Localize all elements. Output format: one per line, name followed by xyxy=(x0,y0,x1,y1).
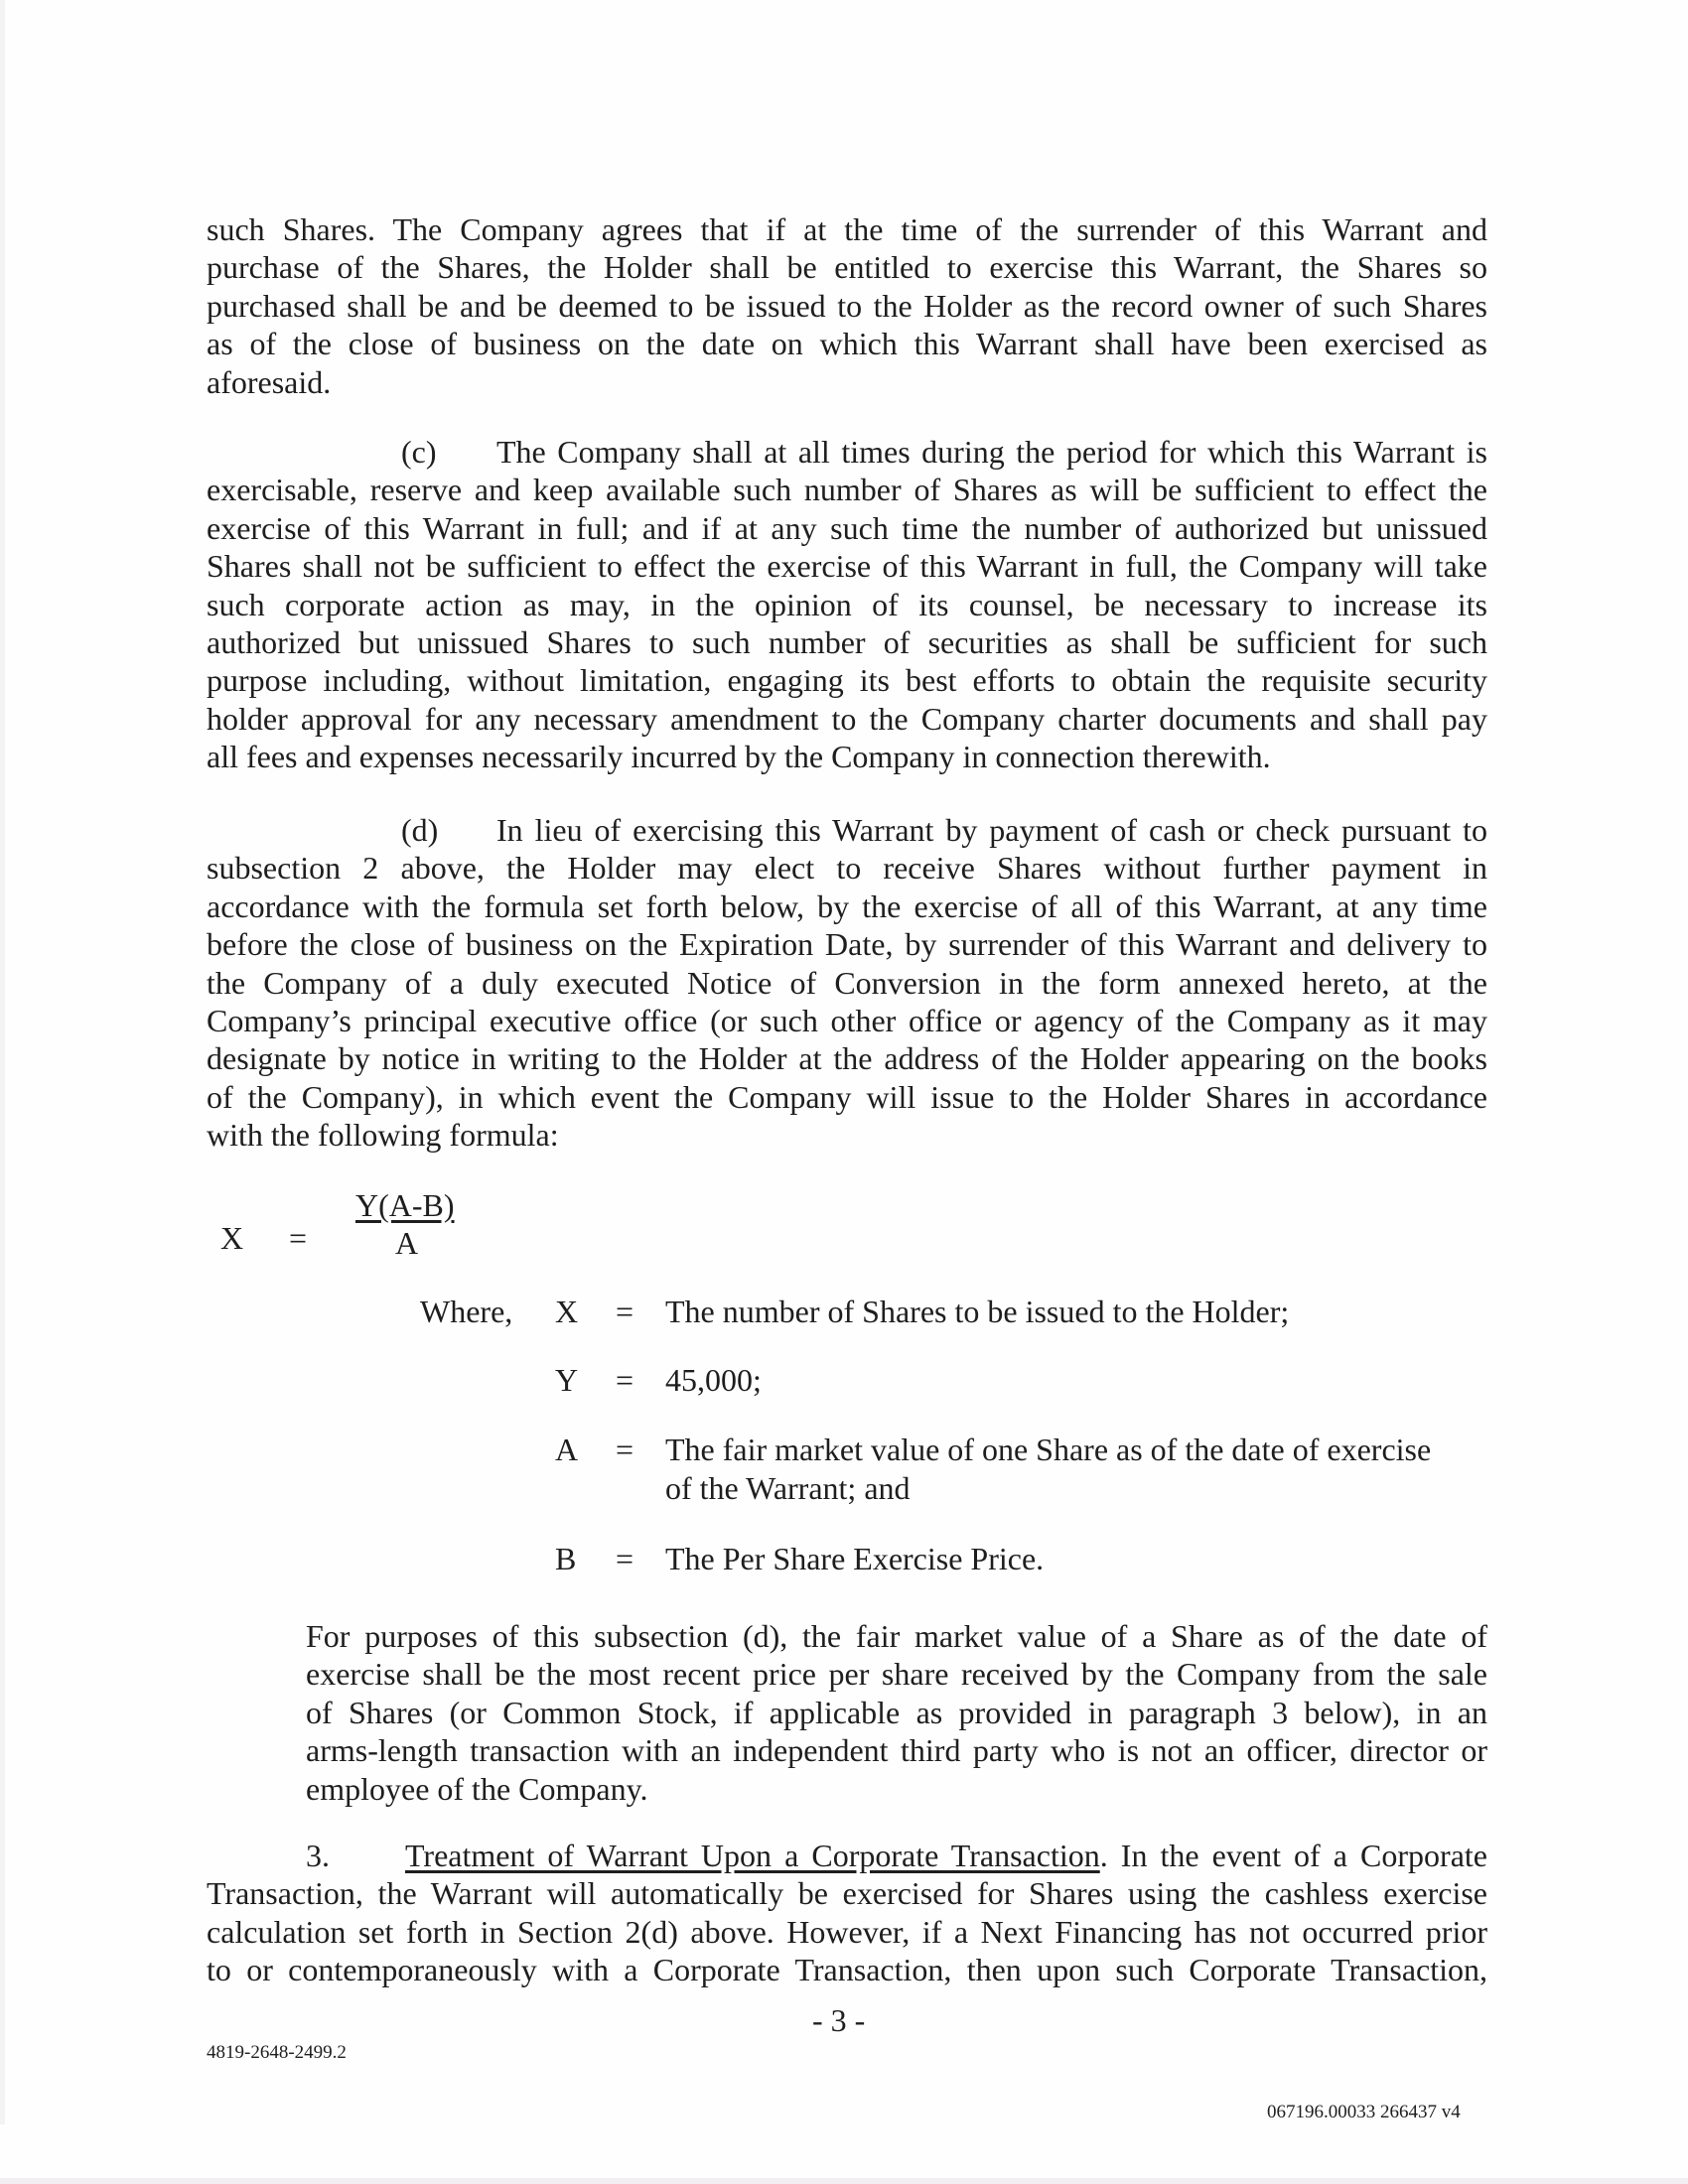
def-var-x: X xyxy=(555,1294,579,1329)
def-text-x: The number of Shares to be issued to the Holder; xyxy=(665,1294,1290,1329)
text-line: Company’s principal executive office (or such other office or agency of the Company as it may xyxy=(207,1002,1487,1038)
subsection-d xyxy=(207,811,1487,1155)
def-text-a: The fair market value of one Share as of the date of exercise xyxy=(665,1432,1432,1467)
formula-numerator: Y(A-B) xyxy=(355,1187,455,1223)
formula-lhs: X xyxy=(220,1220,244,1256)
text-line: exercisable, reserve and keep available such number of Shares as will be sufficient to effect the xyxy=(207,472,1487,508)
text-line: arms-length transaction with an independent third party who is not an officer, director or xyxy=(306,1732,1487,1769)
text-line: exercise of this Warrant in full; and if at any such time the number of authorized but unissued xyxy=(207,509,1487,546)
doc-id-right: 067196.00033 266437 v4 xyxy=(1267,2102,1461,2122)
text-line: authorized but unissued Shares to such number of securities as shall be sufficient for such xyxy=(207,623,1487,660)
section-heading: Treatment of Warrant Upon a Corporate Transaction xyxy=(405,1838,1100,1873)
text-line: purpose including, without limitation, engaging its best efforts to obtain the requisite security xyxy=(207,662,1487,699)
section-3-first-line xyxy=(207,1837,1487,1874)
text-line: The Company shall at all times during the period for which this Warrant is xyxy=(496,434,1487,470)
doc-id-left: 4819-2648-2499.2 xyxy=(207,2042,347,2063)
text-line: of the Company), in which event the Company will issue to the Holder Shares in accordance xyxy=(207,1078,1487,1115)
def-text-y: 45,000; xyxy=(665,1362,762,1398)
fmv-paragraph xyxy=(306,1617,1487,1808)
text-line: employee of the Company. xyxy=(306,1770,648,1807)
subsection-d-first-line xyxy=(207,811,1487,849)
def-eq: = xyxy=(616,1432,634,1467)
where-label: Where, xyxy=(420,1294,513,1329)
text-line: Transaction, the Warrant will automatically be exercised for Shares using the cashless exercise xyxy=(207,1875,1487,1912)
section-number: 3. xyxy=(306,1838,330,1873)
text-line: exercise shall be the most recent price per share received by the Company from the sale xyxy=(306,1656,1487,1693)
subsection-label: (c) xyxy=(401,434,437,470)
def-var-a: A xyxy=(555,1432,579,1467)
scan-bottom-edge xyxy=(0,2178,1688,2184)
def-text-b: The Per Share Exercise Price. xyxy=(665,1541,1045,1576)
text-line: purchased shall be and be deemed to be issued to the Holder as the record owner of such Shares xyxy=(207,287,1487,324)
subsection-c-first-line xyxy=(207,433,1487,471)
def-var-b: B xyxy=(555,1541,577,1576)
text-line: to or contemporaneously with a Corporate Transaction, then upon such Corporate Transaction, xyxy=(207,1952,1487,1988)
text-line: as of the close of business on the date on which this Warrant shall have been exercised as xyxy=(207,326,1487,362)
text-line: subsection 2 above, the Holder may elect to receive Shares without further payment in xyxy=(207,850,1487,887)
def-eq: = xyxy=(616,1541,634,1576)
text-line: of Shares (or Common Stock, if applicable as provided in paragraph 3 below), in an xyxy=(306,1694,1487,1730)
text-line: all fees and expenses necessarily incurred by the Company in connection therewith. xyxy=(207,739,1271,775)
text-line: Shares shall not be sufficient to effect the exercise of this Warrant in full, the Company will take xyxy=(207,548,1487,585)
page-number: - 3 - xyxy=(812,2002,866,2038)
text-line: In lieu of exercising this Warrant by payment of cash or check pursuant to xyxy=(496,812,1487,848)
text-line: aforesaid. xyxy=(207,363,332,400)
subsection-c xyxy=(207,433,1487,776)
def-var-y: Y xyxy=(555,1362,579,1398)
def-eq: = xyxy=(616,1294,634,1329)
def-eq: = xyxy=(616,1362,634,1398)
formula-denominator: A xyxy=(395,1225,419,1261)
text-line: calculation set forth in Section 2(d) above. However, if a Next Financing has not occurred prior xyxy=(207,1913,1487,1950)
text-line: holder approval for any necessary amendment to the Company charter documents and shall pay xyxy=(207,700,1487,737)
def-text-a-cont: of the Warrant; and xyxy=(665,1470,911,1506)
text-line: before the close of business on the Expiration Date, by surrender of this Warrant and delivery to xyxy=(207,926,1487,963)
text-line: designate by notice in writing to the Holder at the address of the Holder appearing on the books xyxy=(207,1040,1487,1077)
scan-edge-shadow xyxy=(0,0,5,2124)
text-line: the Company of a duly executed Notice of Conversion in the form annexed hereto, at the xyxy=(207,964,1487,1001)
section-3 xyxy=(207,1837,1487,1989)
text-line: . In the event of a Corporate xyxy=(1099,1838,1487,1873)
text-line: purchase of the Shares, the Holder shall be entitled to exercise this Warrant, the Shares so xyxy=(207,249,1487,286)
subsection-label: (d) xyxy=(401,812,439,848)
text-line: such corporate action as may, in the opinion of its counsel, be necessary to increase its xyxy=(207,586,1487,622)
text-line: accordance with the formula set forth below, by the exercise of all of this Warrant, at any time xyxy=(207,887,1487,924)
text-line: with the following formula: xyxy=(207,1117,559,1154)
text-line: For purposes of this subsection (d), the fair market value of a Share as of the date of xyxy=(306,1618,1487,1654)
formula-equals: = xyxy=(289,1220,308,1256)
paragraph-continuation xyxy=(207,210,1487,401)
text-line: such Shares. The Company agrees that if at the time of the surrender of this Warrant and xyxy=(207,211,1487,247)
